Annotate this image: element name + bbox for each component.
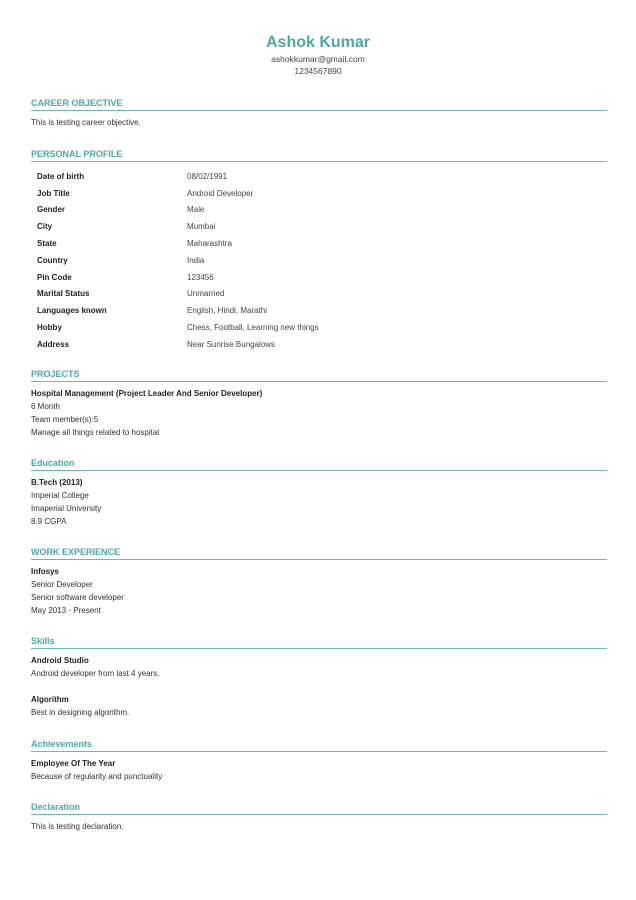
profile-key: Date of birth (37, 171, 85, 181)
work-experience-section (31, 546, 607, 617)
profile-value: 08/02/1991 (187, 171, 228, 181)
profile-value: English, Hindi, Marathi (187, 306, 268, 316)
personal-profile-table (37, 168, 607, 353)
declaration-text: This is testing declaration. (31, 822, 124, 831)
career-objective-text: This is testing career objective. (31, 118, 141, 127)
profile-value: 123456 (187, 272, 214, 282)
education-university: Imaperial University (31, 504, 102, 513)
skill-item (31, 693, 607, 719)
work-experience-title: WORK EXPERIENCE (31, 546, 607, 560)
project-description: Manage all things related to hospital (31, 428, 160, 437)
skills-section (31, 635, 607, 719)
candidate-phone: 1234567890 (294, 66, 342, 76)
skill-description: Android developer from last 4 years. (31, 669, 160, 678)
declaration-title: Declaration (31, 801, 607, 815)
profile-row (37, 185, 607, 202)
profile-key: Hobby (37, 323, 62, 333)
education-grade: 8.9 CGPA (31, 517, 67, 526)
profile-key: Gender (37, 205, 66, 215)
achievement-description: Because of regularity and punctuality (31, 772, 163, 781)
projects-section (31, 368, 607, 439)
profile-row (37, 286, 607, 303)
education-section (31, 457, 607, 528)
profile-value: Male (187, 205, 205, 215)
education-entry (31, 476, 607, 528)
profile-row (37, 269, 607, 286)
profile-value: India (187, 255, 205, 265)
profile-key: State (37, 239, 57, 249)
skills-title: Skills (31, 635, 607, 649)
declaration-section (31, 801, 607, 833)
profile-value: Android Developer (187, 188, 254, 198)
profile-row (37, 218, 607, 235)
achievements-section (31, 738, 607, 783)
work-company: Infosys (31, 567, 60, 576)
work-entry (31, 565, 607, 617)
profile-key: City (37, 222, 53, 232)
education-degree: B.Tech (2013) (31, 478, 83, 487)
skill-name: Algorithm (31, 695, 69, 704)
career-objective-title: CAREER OBJECTIVE (31, 97, 607, 111)
work-period: May 2013 - Present (31, 606, 101, 615)
profile-row (37, 168, 607, 185)
achievement-name: Employee Of The Year (31, 759, 116, 768)
profile-key: Country (37, 255, 68, 265)
personal-profile-section (31, 148, 607, 353)
profile-row (37, 252, 607, 269)
personal-profile-title: PERSONAL PROFILE (31, 148, 607, 162)
achievements-title: Achievements (31, 738, 607, 752)
achievement-entry (31, 757, 607, 783)
skill-name: Android Studio (31, 656, 89, 665)
work-role: Senior Developer (31, 580, 93, 589)
education-college: Imperial College (31, 491, 89, 500)
project-name: Hospital Management (Project Leader And Senior Developer) (31, 389, 263, 398)
education-title: Education (31, 457, 607, 471)
profile-key: Languages known (37, 306, 107, 316)
candidate-name: Ashok Kumar (265, 34, 371, 51)
skill-item (31, 654, 607, 680)
profile-value: Mumbai (187, 222, 216, 232)
profile-key: Marital Status (37, 289, 90, 299)
profile-key: Address (37, 339, 70, 349)
projects-title: PROJECTS (31, 368, 607, 382)
profile-value: Chess, Football, Learning new things (187, 323, 319, 333)
project-team: Team member(s):5 (31, 415, 99, 424)
project-entry (31, 387, 607, 439)
profile-row (37, 336, 607, 353)
skill-description: Best in designing algorithm. (31, 708, 130, 717)
profile-value: Maharashtra (187, 239, 232, 249)
candidate-email: ashokkumar@gmail.com (271, 54, 365, 64)
profile-row (37, 302, 607, 319)
profile-key: Job Title (37, 188, 70, 198)
profile-row (37, 202, 607, 219)
project-duration: 6 Month (31, 402, 60, 411)
career-objective-section (31, 97, 607, 129)
work-description: Senior software developer (31, 593, 124, 602)
resume-header (0, 33, 636, 77)
profile-value: Unmarried (187, 289, 225, 299)
profile-value: Near Sunrise Bungalows (187, 339, 276, 349)
skills-list (31, 654, 607, 719)
profile-key: Pin Code (37, 272, 72, 282)
profile-row (37, 235, 607, 252)
profile-row (37, 319, 607, 336)
